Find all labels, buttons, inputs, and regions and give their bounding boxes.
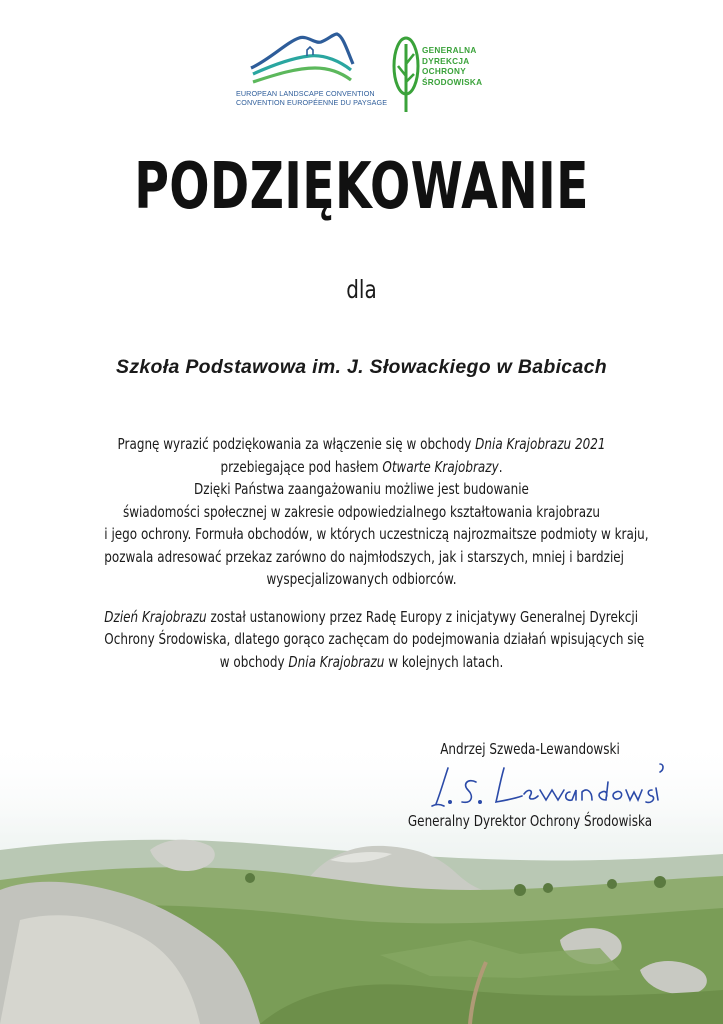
recipient-name: Szkoła Podstawowa im. J. Słowackiego w Babicach	[116, 356, 607, 378]
body-line: i jego ochrony. Formuła obchodów, w których uczestniczą najrozmaitsze podmioty w kraju,	[104, 525, 649, 543]
handwritten-signature	[430, 760, 665, 812]
certificate-title: PODZIĘKOWANIE	[134, 150, 589, 224]
elc-caption-french: CONVENTION EUROPÉENNE DU PAYSAGE	[236, 97, 388, 107]
gdos-line-1: GENERALNA	[422, 46, 477, 55]
body-line	[104, 456, 618, 479]
paragraph-gap	[40, 591, 683, 606]
text-segment: .	[498, 457, 503, 476]
body-line	[104, 433, 618, 456]
text-segment: w obchody	[219, 652, 289, 671]
leaf-icon	[392, 34, 422, 116]
body-line: Ochrony Środowiska, dlatego gorąco zachęcam do podejmowania działań wpisujących się	[104, 630, 645, 648]
signer-name: Andrzej Szweda-Lewandowski	[440, 740, 620, 758]
text-segment: został ustanowiony przez Radę Europy z inicjatywy Generalnej Dyrekcji	[206, 607, 639, 626]
body-line: wyspecjalizowanych odbiorców.	[266, 570, 457, 588]
body-line	[104, 606, 639, 629]
gdos-line-4: ŚRODOWISKA	[422, 77, 483, 87]
body-line: Dzięki Państwa zaangażowaniu możliwe jest budowanie	[194, 480, 529, 498]
gdos-line-2: DYREKCJA	[422, 56, 470, 66]
body-line	[104, 651, 618, 674]
european-landscape-convention-logo	[236, 30, 388, 122]
mountains-icon	[247, 30, 355, 90]
body-line: świadomości społecznej w zakresie odpowiedzialnego kształtowania krajobrazu	[122, 502, 600, 521]
gdos-logo	[392, 34, 502, 120]
signer-role: Generalny Dyrektor Ochrony Środowiska	[407, 812, 653, 830]
elc-caption-english: EUROPEAN LANDSCAPE CONVENTION	[236, 89, 375, 98]
slogan-italic: Otwarte Krajobrazy	[382, 457, 499, 476]
event-name-italic: Dnia Krajobrazu 2021	[475, 435, 606, 453]
for-word: dla	[346, 275, 377, 304]
event-name-italic: Dnia Krajobrazu	[288, 652, 385, 671]
body-line: pozwala adresować przekaz zarówno do najmłodszych, jak i starszych, mniej i bardziej	[104, 547, 625, 566]
gdos-line-3: OCHRONY	[422, 67, 466, 76]
text-segment: przebiegające pod hasłem	[220, 457, 383, 476]
text-segment: w kolejnych latach.	[384, 652, 504, 671]
text-segment: Pragnę wyrazić podziękowania za włączenie się w obchody	[117, 435, 476, 453]
certificate-body	[40, 433, 683, 673]
event-name-italic: Dzień Krajobrazu	[104, 607, 207, 626]
